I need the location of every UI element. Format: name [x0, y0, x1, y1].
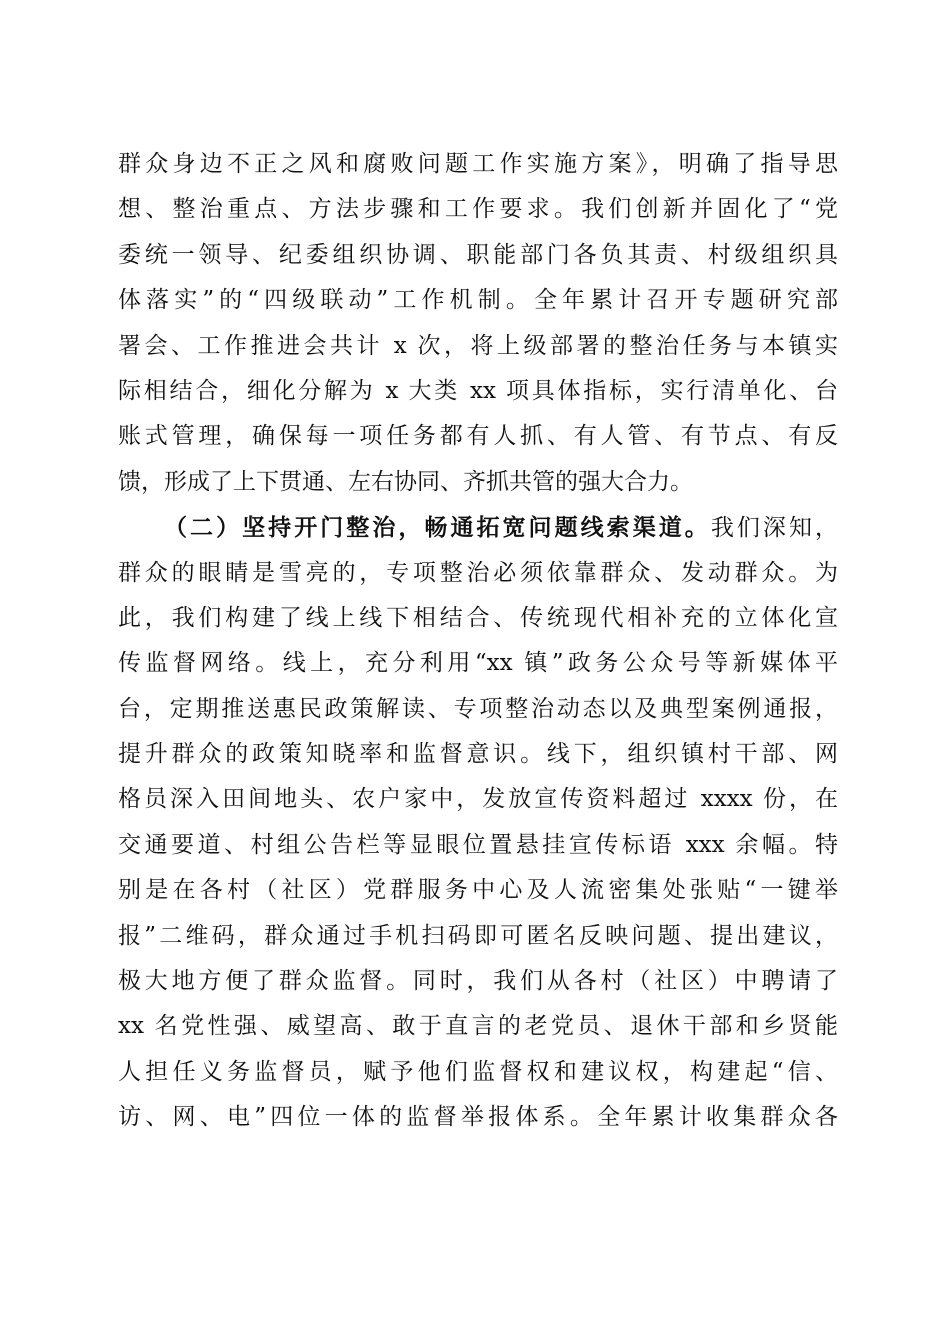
- paragraph-1-line-3: 委统一领导、纪委组织协调、职能部门各负其责、村级组织具: [118, 241, 838, 268]
- paragraph-2-line-12: xx 名党性强、威望高、敢于直言的老党员、退休干部和乡贤能: [118, 1013, 838, 1040]
- section-heading: （二）坚持开门整治，畅通拓宽问题线索渠道。: [164, 514, 711, 542]
- paragraph-2-line-8: 交通要道、村组公告栏等显眼位置悬挂宣传标语 xxx 余幅。特: [118, 831, 838, 858]
- paragraph-2-line-2: 群众的眼睛是雪亮的，专项整治必须依靠群众、发动群众。为: [118, 559, 838, 586]
- paragraph-2-line-3: 此，我们构建了线上线下相结合、传统现代相补充的立体化宣: [118, 604, 838, 631]
- paragraph-2-line-14: 访、网、电”四位一体的监督举报体系。全年累计收集群众各: [118, 1104, 838, 1131]
- paragraph-1-line-4: 体落实”的“四级联动”工作机制。全年累计召开专题研究部: [118, 287, 838, 314]
- paragraph-2-line-4: 传监督网络。线上，充分利用“xx 镇”政务公众号等新媒体平: [118, 650, 838, 677]
- paragraph-1-line-6: 际相结合，细化分解为 x 大类 xx 项具体指标，实行清单化、台: [118, 377, 838, 404]
- paragraph-1-line-1: 群众身边不正之风和腐败问题工作实施方案》，明确了指导思: [118, 151, 838, 177]
- paragraph-1-line-7: 账式管理，确保每一项任务都有人抓、有人管、有节点、有反: [118, 423, 838, 450]
- paragraph-1-line-5: 署会、工作推进会共计 x 次，将上级部署的整治任务与本镇实: [118, 332, 838, 359]
- paragraph-1-line-8: 馈，形成了上下贯通、左右协同、齐抓共管的强大合力。: [118, 468, 693, 495]
- paragraph-1-line-2: 想、整治重点、方法步骤和工作要求。我们创新并固化了“党: [118, 196, 838, 223]
- paragraph-2-line-9: 别是在各村（社区）党群服务中心及人流密集处张贴“一键举: [118, 877, 838, 904]
- paragraph-2-line-7: 格员深入田间地头、农户家中，发放宣传资料超过 xxxx 份，在: [118, 786, 838, 813]
- paragraph-2-line-1-rest: 我们深知，: [710, 515, 839, 542]
- paragraph-2-line-6: 提升群众的政策知晓率和监督意识。线下，组织镇村干部、网: [118, 741, 838, 768]
- paragraph-2-line-5: 台，定期推送惠民政策解读、专项整治动态以及典型案例通报，: [118, 695, 838, 722]
- paragraph-2-line-11: 极大地方便了群众监督。同时，我们从各村（社区）中聘请了: [118, 968, 838, 995]
- paragraph-2-line-1: [118, 505, 838, 550]
- paragraph-2-line-10: 报”二维码，群众通过手机扫码即可匿名反映问题、提出建议，: [118, 922, 838, 949]
- document-body: [118, 142, 838, 1141]
- paragraph-2-line-13: 人担任义务监督员，赋予他们监督权和建议权，构建起“信、: [118, 1058, 838, 1085]
